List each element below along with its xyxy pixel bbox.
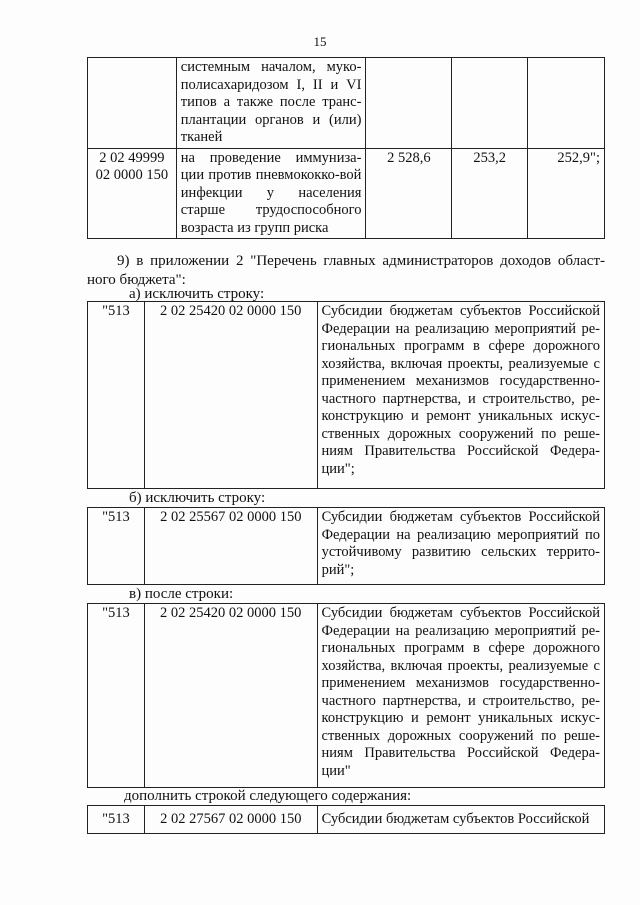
section-d-label: дополнить строкой следующего содержания: bbox=[124, 788, 412, 804]
value-cell: 252,9"; bbox=[528, 148, 605, 239]
value-cell: 2 528,6 bbox=[366, 148, 452, 239]
description-cell: Субсидии бюджетам субъектов Российской Федерации на реализацию мероприятий по устойчивому развитию сельских террито-рий"; bbox=[317, 508, 604, 585]
value-cell bbox=[528, 58, 605, 149]
table-row bbox=[88, 58, 605, 149]
kbk-code-cell: 2 02 25567 02 0000 150 bbox=[144, 508, 317, 585]
description-cell: Субсидии бюджетам субъектов Российской bbox=[317, 806, 604, 834]
section-d-table bbox=[87, 805, 605, 834]
table-row bbox=[88, 302, 605, 489]
kbk-code-cell: 2 02 25420 02 0000 150 bbox=[144, 604, 317, 788]
name-cell: на проведение иммуниза-ции против пневмококко-вой инфекции у населения старше трудоспособного возраста из групп риска bbox=[176, 148, 366, 239]
section-a-table bbox=[87, 301, 605, 489]
code-cell: 2 02 49999 02 0000 150 bbox=[88, 148, 177, 239]
page-number: 15 bbox=[313, 34, 327, 49]
section-b-table bbox=[87, 507, 605, 585]
admin-code-cell: "513 bbox=[88, 508, 145, 585]
name-cell: системным началом, муко-полисахаридозом I, II и VI типов а также после транс-плантации органов и (или) тканей bbox=[176, 58, 366, 149]
section-a-label: а) исключить строку: bbox=[129, 286, 265, 302]
kbk-code-cell: 2 02 25420 02 0000 150 bbox=[144, 302, 317, 489]
section-c-label: в) после строки: bbox=[129, 586, 234, 602]
value-cell bbox=[452, 58, 528, 149]
table-row bbox=[88, 148, 605, 239]
top-table bbox=[87, 57, 605, 239]
table-row bbox=[88, 806, 605, 834]
admin-code-cell: "513 bbox=[88, 302, 145, 489]
description-cell: Субсидии бюджетам субъектов Российской Федерации на реализацию мероприятий ре-гиональных программ в сфере дорожного хозяйства, включая проекты, реализуемые с применением механизмов государственно-частного партнерства, и строительство, ре-конструкцию и ремонт уникальных искус-ственных дорожных сооружений по реше-ниям Правительства Российской Федера-ции"; bbox=[317, 302, 604, 489]
section-b-label: б) исключить строку: bbox=[129, 490, 266, 506]
value-cell: 253,2 bbox=[452, 148, 528, 239]
table-row bbox=[88, 604, 605, 788]
value-cell bbox=[366, 58, 452, 149]
admin-code-cell: "513 bbox=[88, 806, 145, 834]
section-c-table bbox=[87, 603, 605, 788]
admin-code-cell: "513 bbox=[88, 604, 145, 788]
description-cell: Субсидии бюджетам субъектов Российской Федерации на реализацию мероприятий ре-гиональных программ в сфере дорожного хозяйства, включая проекты, реализуемые с применением механизмов государственно-частного партнерства, и строительство, ре-конструкцию и ремонт уникальных искус-ственных дорожных сооружений по реше-ниям Правительства Российской Федера-ции" bbox=[317, 604, 604, 788]
table-row bbox=[88, 508, 605, 585]
code-cell bbox=[88, 58, 177, 149]
kbk-code-cell: 2 02 27567 02 0000 150 bbox=[144, 806, 317, 834]
paragraph-9: 9) в приложении 2 "Перечень главных администраторов доходов област-ного бюджета": bbox=[87, 253, 605, 288]
